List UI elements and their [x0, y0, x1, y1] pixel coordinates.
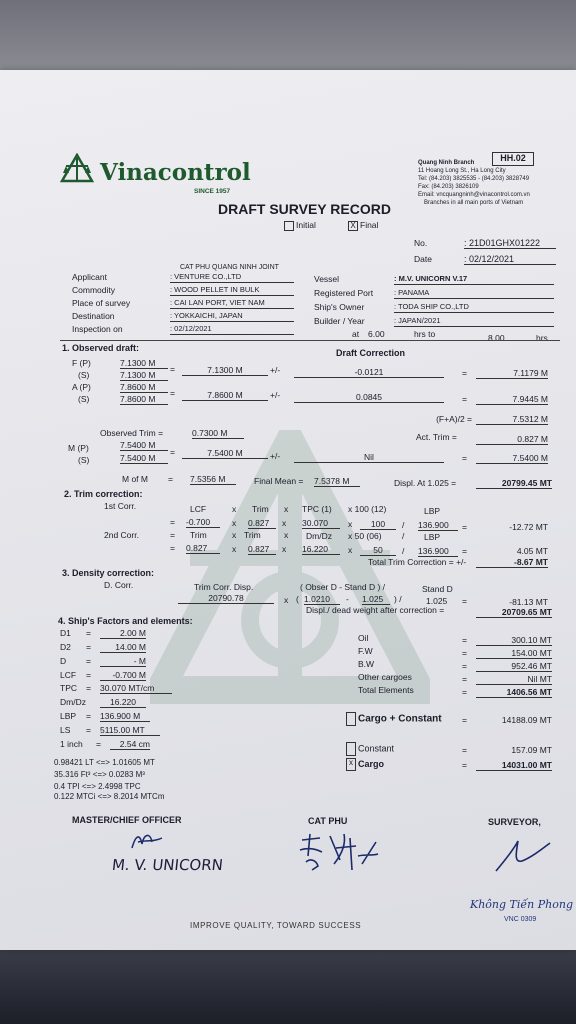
trim-value-2: 0.827: [186, 543, 220, 554]
applicant-value: : VENTURE CO.,LTD: [170, 272, 294, 283]
standard-density: 1.025: [362, 594, 390, 605]
m-result: 7.5400 M: [476, 453, 548, 464]
equals: =: [462, 453, 467, 463]
total-trim-label: Total Trim Correction = +/-: [368, 557, 467, 567]
cargo-constant-label: Cargo + Constant: [358, 713, 442, 725]
element-label: Oil: [358, 633, 369, 643]
section2-title: 2. Trim correction:: [64, 489, 143, 499]
company-since: SINCE 1957: [194, 188, 231, 195]
form-code: HH.02: [492, 152, 534, 166]
surveyor-signature-icon: [492, 835, 554, 875]
vessel-value: : M.V. UNICORN V.17: [394, 274, 554, 285]
trim-head: Trim: [252, 504, 269, 514]
element-value: 300.10 MT: [476, 635, 552, 646]
element-label: F.W: [358, 646, 373, 656]
ap-label: A (P): [72, 382, 91, 392]
draft-survey-document: [0, 70, 576, 950]
times: x: [284, 504, 289, 514]
separator: [60, 340, 560, 341]
branch-line: Branches in all main ports of Vietnam: [424, 200, 524, 206]
constant-row: [346, 742, 394, 756]
a-s-value: 7.8600 M: [120, 394, 168, 405]
cargo-constant-value: 14188.09 MT: [501, 715, 552, 725]
mom-label: M of M: [122, 474, 148, 484]
ms-label: (S): [78, 455, 90, 465]
initial-box: [284, 221, 294, 231]
branch-line: Email: vncquangninh@vinacontrol.com.vn: [418, 192, 530, 198]
a-correction: 0.0845: [294, 392, 444, 403]
branch-line: Tel: (84.203) 3825535 - (84.203) 3828749: [418, 176, 530, 182]
owner-value: : TODA SHIP CO.,LTD: [394, 302, 554, 313]
total-trim-value: -8.67 MT: [476, 557, 548, 568]
factor-label: LS: [60, 725, 71, 735]
equals: =: [86, 683, 91, 693]
mom-value: 7.5356 M: [190, 474, 236, 485]
equals: =: [86, 656, 91, 666]
equals: =: [462, 522, 467, 532]
a-p-value: 7.8600 M: [120, 382, 168, 393]
lbp-value: 136.900: [418, 520, 458, 531]
element-label: Total Elements: [358, 685, 414, 695]
final-mean-label: Final Mean =: [254, 476, 304, 486]
tpc-head: TPC (1): [302, 504, 332, 514]
cargo-value: 14031.00 MT: [476, 760, 552, 771]
equals: =: [86, 670, 91, 680]
date-value: : 02/12/2021: [464, 254, 556, 265]
fa2-label: (F+A)/2 =: [436, 414, 472, 424]
fp-label: F (P): [72, 358, 91, 368]
observed-trim-label: Observed Trim =: [100, 428, 164, 438]
equals: =: [86, 642, 91, 652]
final-mean-value: 7.5378 M: [314, 476, 360, 487]
initial-label: Initial: [296, 220, 316, 230]
catphu-label: CAT PHU: [308, 816, 348, 826]
document-title: DRAFT SURVEY RECORD: [218, 201, 391, 217]
times: x: [232, 530, 237, 540]
element-value: 952.46 MT: [476, 661, 552, 672]
m-correction: Nil: [294, 452, 444, 463]
lbp-value-2: 136.900: [418, 546, 458, 557]
element-value: 154.00 MT: [476, 648, 552, 659]
first-corr-label: 1st Corr.: [104, 501, 137, 511]
density-expression: ( Obser D - Stand D ) /: [300, 582, 386, 592]
fa2-value: 7.5312 M: [476, 414, 548, 425]
destination-value: : YOKKAICHI, JAPAN: [170, 311, 294, 322]
equals: =: [96, 739, 101, 749]
final-checkbox: [348, 220, 378, 231]
final-label: Final: [360, 220, 379, 230]
fs-label: (S): [78, 370, 90, 380]
factor-value: 5115.00 MT: [100, 725, 160, 736]
time-from: 6.00: [368, 329, 385, 339]
conversion-line: 35.316 Ft³ <=> 0.0283 M³: [54, 770, 145, 779]
applicant-line1: CAT PHU QUANG NINH JOINT: [180, 264, 279, 271]
equals: =: [170, 388, 175, 398]
branch-line: 11 Hoang Long St., Ha Long City: [418, 168, 506, 174]
factor-label: D1: [60, 628, 71, 638]
time-at: at: [352, 329, 360, 339]
first-corr-result: -12.72 MT: [509, 522, 548, 532]
second-corr-result: 4.05 MT: [516, 546, 548, 556]
times: x: [284, 595, 289, 605]
section3-title: 3. Density correction:: [62, 568, 155, 578]
lcf-head: LCF: [190, 504, 207, 514]
factor-label: D: [60, 656, 67, 666]
times: x: [232, 544, 237, 554]
trim-corr-disp-label: Trim Corr. Disp.: [194, 582, 254, 592]
m-mean: 7.5400 M: [182, 448, 268, 459]
branch-line: Fax: (84.203) 3826109: [418, 184, 479, 190]
constant-box: [346, 742, 356, 756]
equals: =: [462, 661, 467, 671]
cargo-constant-row: [346, 712, 442, 726]
owner-label: Ship's Owner: [314, 302, 365, 312]
equals: =: [170, 543, 175, 553]
place-label: Place of survey: [72, 298, 131, 308]
equals: =: [86, 628, 91, 638]
branch-line: Quang Ninh Branch: [418, 160, 475, 166]
lbp-head-2: LBP: [424, 532, 441, 542]
element-label: B.W: [358, 659, 375, 669]
trim-corr-disp-value: 20790.78: [178, 593, 274, 604]
factor-label: LBP: [60, 711, 77, 721]
factor-label: D2: [60, 642, 71, 652]
conversion-line: 0.122 MTCi <=> 8.2014 MTCm: [54, 792, 165, 801]
time-hrs: hrs: [536, 333, 548, 343]
factor-value: 14.00 M: [100, 642, 146, 653]
draft-correction-title: Draft Correction: [336, 348, 406, 358]
destination-label: Destination: [72, 311, 115, 321]
cargo-row: [346, 758, 384, 771]
element-value: 1406.56 MT: [476, 687, 552, 698]
date-label: Date: [414, 254, 432, 264]
background-bottom: [0, 950, 576, 1024]
constant-label: Constant: [358, 743, 395, 754]
factor-label: LCF: [60, 670, 77, 680]
mp-label: M (P): [68, 443, 89, 453]
inspection-value: : 02/12/2021: [170, 324, 294, 335]
equals: =: [170, 447, 175, 457]
equals: =: [170, 364, 175, 374]
final-box: X: [348, 221, 358, 231]
trim-head-2: Trim: [190, 530, 207, 540]
surveyor-name: Không Tiến Phong: [470, 898, 573, 911]
conversion-line: 0.4 TPI <=> 2.4998 TPC: [54, 782, 141, 791]
equals: =: [462, 546, 467, 556]
factor-label: 1 inch: [60, 739, 83, 749]
displ-value: 20799.45 MT: [476, 478, 552, 489]
place-value: : CAI LAN PORT, VIET NAM: [170, 298, 294, 309]
x100-head: x 100 (12): [348, 504, 387, 514]
density-corr-label: D. Corr.: [104, 580, 134, 590]
factor-value: -0.700 M: [100, 670, 146, 681]
time-hrs-to: hrs to: [414, 329, 436, 339]
trim-value-3: 0.827: [248, 544, 276, 555]
x100-value: 100: [360, 519, 396, 530]
port-label: Registered Port: [314, 288, 374, 298]
f-s-value: 7.1300 M: [120, 370, 168, 381]
divide: /: [402, 546, 405, 556]
a-result: 7.9445 M: [476, 394, 548, 405]
equals: =: [462, 760, 467, 770]
port-value: : PANAMA: [394, 288, 554, 299]
factor-value: 30.070 MT/cm: [100, 683, 172, 694]
master-signature-icon: [128, 830, 168, 854]
observed-trim-value: 0.7300 M: [192, 428, 244, 439]
equals: =: [462, 687, 467, 697]
section4-title: 4. Ship's Factors and elements:: [58, 616, 193, 626]
cargo-constant-box: [346, 712, 356, 726]
paren: (: [296, 594, 299, 604]
equals: =: [86, 711, 91, 721]
conversion-line: 0.98421 LT <=> 1.01605 MT: [54, 758, 155, 767]
element-value: Nil MT: [476, 674, 552, 685]
times: x: [348, 519, 353, 529]
divide: ) /: [394, 594, 402, 604]
f-p-value: 7.1300 M: [120, 358, 168, 369]
master-label: MASTER/CHIEF OFFICER: [72, 815, 182, 825]
background-top: [0, 0, 576, 70]
cargo-label: Cargo: [358, 758, 385, 769]
f-result: 7.1179 M: [476, 368, 548, 379]
equals: =: [462, 368, 467, 378]
equals: =: [168, 474, 173, 484]
after-correction-label: Displ./ dead weight after correction =: [306, 605, 445, 615]
inspection-label: Inspection on: [72, 324, 123, 334]
equals: =: [462, 394, 467, 404]
vessel-label: Vessel: [314, 274, 340, 284]
surveyor-code: VNC 0309: [504, 916, 537, 923]
factor-value: 136.900 M: [100, 711, 150, 722]
builder-label: Builder / Year: [314, 316, 365, 326]
as-label: (S): [78, 394, 90, 404]
footer-slogan: IMPROVE QUALITY, TOWARD SUCCESS: [190, 921, 362, 930]
stand-d-label: Stand D: [422, 584, 453, 594]
after-correction-value: 20709.65 MT: [476, 607, 552, 618]
vinacontrol-logo-icon: [60, 153, 94, 183]
trim-head-3: Trim: [244, 530, 261, 540]
x50-value: 50: [360, 545, 396, 556]
act-trim-value: 0.827 M: [476, 434, 548, 445]
company-name: Vinacontrol: [100, 159, 251, 186]
no-label: No.: [414, 238, 428, 248]
equals: =: [462, 648, 467, 658]
times: x: [282, 544, 287, 554]
plusminus: +/-: [270, 451, 281, 461]
act-trim-label: Act. Trim =: [416, 432, 457, 442]
cargo-box: x: [346, 758, 356, 771]
master-name-stamp: M. V. UNICORN: [111, 856, 224, 874]
initial-checkbox: [284, 220, 316, 231]
factor-label: Dm/Dz: [60, 697, 86, 707]
trim-value: 0.827: [248, 518, 276, 529]
dmdz-value: 16.220: [302, 544, 340, 555]
tpc-value: 30.070: [302, 518, 340, 529]
equals: =: [462, 745, 467, 755]
m-s-value: 7.5400 M: [120, 453, 168, 464]
equals: =: [170, 530, 175, 540]
times: x: [348, 545, 353, 555]
displ-label: Displ. At 1.025 =: [394, 478, 457, 488]
times: x: [232, 518, 237, 528]
standard-density-2: 1.025: [426, 596, 448, 606]
factor-value: - M: [100, 656, 146, 667]
commodity-value: : WOOD PELLET IN BULK: [170, 285, 294, 296]
equals: =: [462, 715, 467, 725]
divide: /: [402, 520, 405, 530]
equals: =: [462, 635, 467, 645]
a-mean: 7.8600 M: [182, 390, 268, 401]
constant-value: 157.09 MT: [511, 745, 552, 755]
no-value: : 21D01GHX01222: [464, 238, 556, 249]
m-p-value: 7.5400 M: [120, 440, 168, 451]
commodity-label: Commodity: [72, 285, 115, 295]
element-label: Other cargoes: [358, 672, 412, 682]
second-corr-label: 2nd Corr.: [104, 530, 139, 540]
applicant-label: Applicant: [72, 272, 107, 282]
factor-value: 16.220: [100, 697, 146, 708]
surveyor-label: SURVEYOR,: [488, 817, 541, 827]
observed-density: 1.0210: [304, 594, 340, 605]
equals: =: [462, 596, 467, 606]
equals: =: [86, 725, 91, 735]
catphu-signature-icon: [296, 830, 384, 876]
lbp-head: LBP: [424, 506, 441, 516]
builder-value: : JAPAN/2021: [394, 316, 554, 327]
section1-title: 1. Observed draft:: [62, 343, 140, 353]
equals: =: [462, 674, 467, 684]
times: x: [282, 518, 287, 528]
lcf-value: -0.700: [186, 517, 220, 528]
time-to: 8.00: [488, 333, 505, 343]
times: x: [284, 530, 289, 540]
equals: =: [170, 517, 175, 527]
plusminus: +/-: [270, 390, 281, 400]
f-correction: -0.0121: [294, 367, 444, 378]
dmdz-head: Dm/Dz: [306, 531, 332, 541]
density-result: -81.13 MT: [509, 597, 548, 607]
divide: /: [402, 531, 405, 541]
factor-value: 2.54 cm: [110, 739, 150, 750]
factor-value: 2.00 M: [100, 628, 146, 639]
factor-label: TPC: [60, 683, 77, 693]
f-mean: 7.1300 M: [182, 365, 268, 376]
plusminus: +/-: [270, 365, 281, 375]
x50-head: x 50 (06): [348, 531, 382, 541]
times: x: [232, 504, 237, 514]
minus: -: [346, 594, 349, 604]
